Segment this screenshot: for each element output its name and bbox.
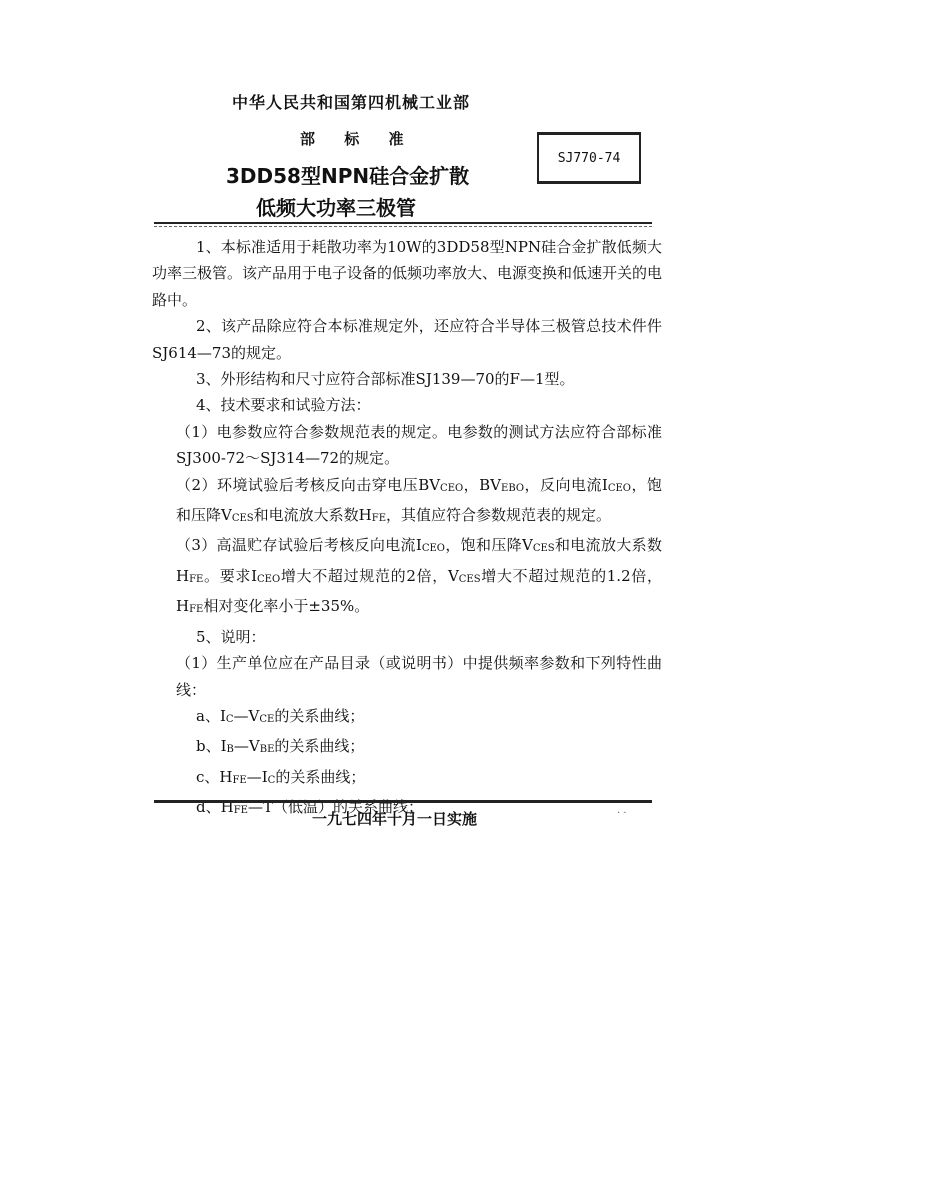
text-segment: —T（低温）的关系曲线； [247, 798, 423, 817]
text-segment: b、I [196, 737, 227, 756]
text-segment: （2）环境试验后考核反向击穿电压BV [176, 475, 441, 494]
clause-4-2 [152, 472, 662, 533]
subscript: CEO [607, 482, 632, 494]
text-segment: （3）高温贮存试验后考核反向电流I [176, 536, 422, 555]
clause-5: 5、说明： [196, 627, 266, 646]
subscript: FE [371, 513, 386, 525]
subscript: FE [233, 805, 248, 817]
document-title-line-1: 3DD58型NPN硅合金扩散 [226, 164, 470, 188]
subscript: FE [189, 573, 204, 585]
subscript: CE [259, 713, 275, 725]
subscript: C [267, 774, 276, 786]
clause-4: 4、技术要求和试验方法： [196, 396, 371, 415]
text-segment: ，BV [463, 475, 502, 494]
curve-item-c [152, 764, 662, 794]
subscript: CEO [440, 482, 464, 494]
subscript: FE [189, 604, 204, 616]
document-title-line-2: 低频大功率三极管 [256, 196, 416, 220]
text-segment: ，其值应符合参数规范表的规定。 [386, 506, 612, 525]
ministry-name: 中华人民共和国第四机械工业部 [232, 93, 471, 112]
text-segment: 增大不超过规范的1.2倍，H [176, 566, 662, 616]
text-segment: —V [233, 706, 260, 725]
text-segment: 相对变化率小于±35%。 [203, 597, 370, 616]
text-segment: 增大不超过规范的2倍，V [280, 566, 459, 585]
subscript: CES [532, 543, 555, 555]
text-segment: 的关系曲线； [274, 737, 365, 756]
text-segment: —I [246, 767, 268, 786]
clause-3: 3、外形结构和尺寸应符合部标准SJ139—70的F—1型。 [196, 370, 575, 389]
clause-5-1: （1）生产单位应在产品目录（或说明书）中提供频率参数和下列特性曲线： [176, 654, 662, 699]
document-body [152, 234, 662, 825]
subscript: CEO [257, 573, 281, 585]
subscript: B [226, 744, 234, 756]
text-segment: ，饱和压降V [176, 475, 662, 525]
text-segment: —V [233, 737, 260, 756]
subscript: EBO [501, 482, 525, 494]
text-segment: ，反向电流I [524, 475, 608, 494]
subscript: CEO [421, 543, 445, 555]
standard-number: SJ770-74 [557, 150, 621, 166]
clause-2: 2、该产品除应符合本标准规定外，还应符合半导体三极管总技术件件SJ614—73的规定。 [152, 317, 662, 362]
subscript: BE [259, 744, 275, 756]
clause-1: 1、本标准适用于耗散功率为10W的3DD58型NPN硅合金扩散低频大功率三极管。该产品用于电子设备的低频功率放大、电源变换和低速开关的电路中。 [152, 238, 663, 309]
text-segment: c、H [196, 767, 233, 786]
header-rule-dashed [154, 226, 652, 227]
standard-number-box [537, 132, 641, 184]
subscript: CES [458, 573, 481, 585]
text-segment: 。要求I [203, 566, 258, 585]
footer-rule [154, 800, 652, 803]
header-rule [154, 222, 652, 224]
curve-item-b [152, 733, 662, 763]
text-segment: d、H [196, 798, 234, 817]
text-segment: 和电流放大系数H [176, 536, 662, 585]
subscript: CES [231, 513, 254, 525]
clause-4-1: （1）电参数应符合参数规范表的规定。电参数的测试方法应符合部标准SJ300-72～SJ314—72的规定。 [176, 422, 662, 468]
effective-date: 一九七四年十月一日实施 [312, 810, 478, 828]
standard-type: 部 标 准 [300, 130, 404, 148]
text-segment: 的关系曲线； [275, 767, 366, 786]
text-segment: ，饱和压降V [444, 536, 533, 555]
subscript: FE [232, 774, 247, 786]
page-mark: · · [617, 808, 627, 819]
clause-4-3 [152, 532, 662, 623]
curve-item-a [152, 703, 662, 733]
text-segment: 和电流放大系数H [253, 506, 372, 525]
text-segment: 的关系曲线； [274, 706, 365, 725]
text-segment: a、I [196, 706, 226, 725]
subscript: C [225, 713, 234, 725]
